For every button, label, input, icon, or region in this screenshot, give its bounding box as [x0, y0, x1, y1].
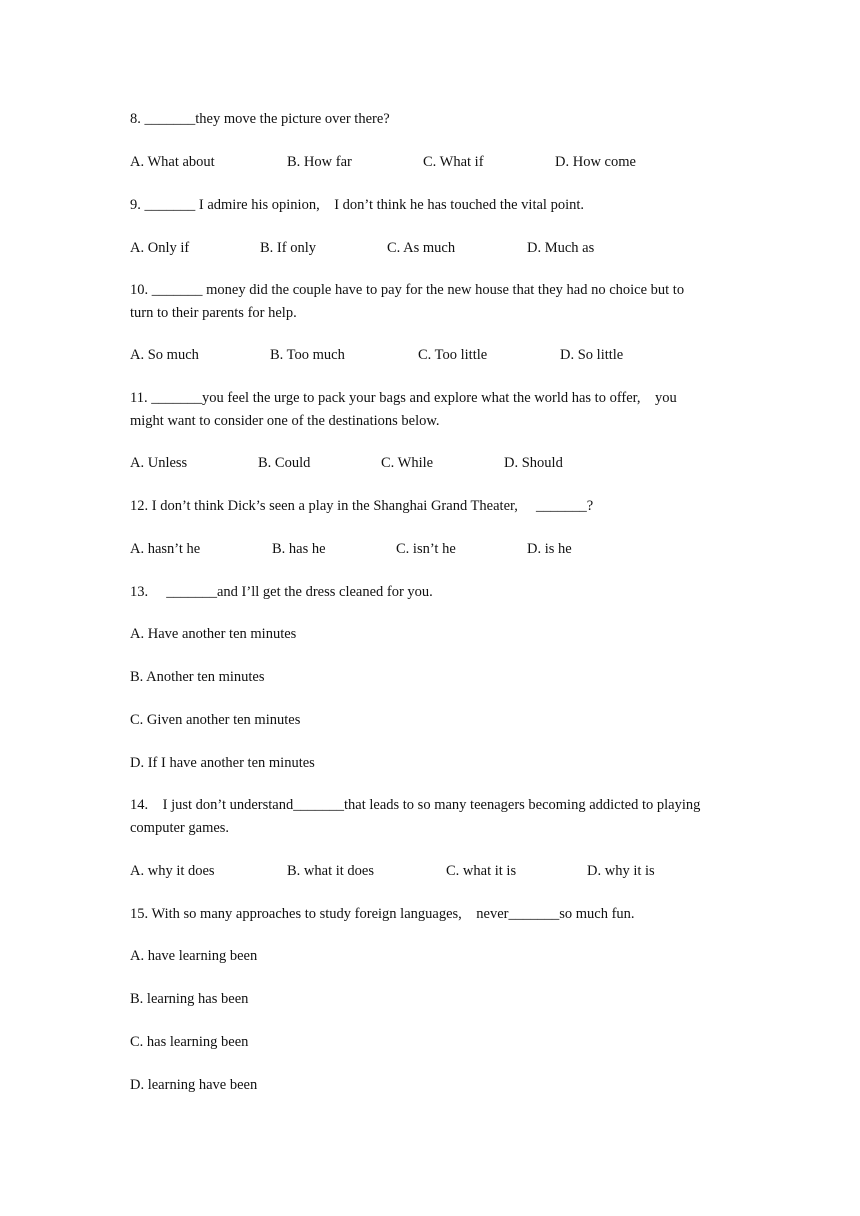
question-10-option-a: A. So much [130, 347, 199, 363]
question-11-option-c: C. While [381, 455, 434, 471]
question-13-stem: 13. _______and I’ll get the dress cleaned for you. [130, 584, 433, 600]
question-9-option-c: C. As much [387, 240, 456, 256]
question-15-option-a: A. have learning been [130, 948, 258, 964]
question-15-option-b: B. learning has been [130, 991, 249, 1007]
question-11-option-b: B. Could [258, 455, 311, 471]
question-9-option-b: B. If only [260, 240, 316, 256]
question-9-option-d: D. Much as [527, 240, 595, 256]
question-14-stem-line-2: computer games. [130, 820, 230, 836]
question-11-stem-line-2: might want to consider one of the destinations below. [130, 413, 440, 429]
question-9-stem: 9. _______ I admire his opinion, I don’t think he has touched the vital point. [130, 197, 585, 213]
question-8-option-a: A. What about [130, 154, 215, 170]
question-13-option-b: B. Another ten minutes [130, 669, 265, 685]
question-14-option-c: C. what it is [446, 863, 517, 879]
question-10-stem-line-1: 10. _______ money did the couple have to pay for the new house that they had no choice but to [130, 282, 685, 298]
question-14-option-b: B. what it does [287, 863, 374, 879]
question-12-stem: 12. I don’t think Dick’s seen a play in the Shanghai Grand Theater, _______? [130, 498, 594, 514]
question-15-option-c: C. has learning been [130, 1034, 249, 1050]
question-11-option-d: D. Should [504, 455, 563, 471]
question-11-option-a: A. Unless [130, 455, 188, 471]
question-10-option-d: D. So little [560, 347, 624, 363]
question-8-stem: 8. _______they move the picture over there? [130, 111, 390, 127]
question-14-option-a: A. why it does [130, 863, 215, 879]
question-8-option-d: D. How come [555, 154, 636, 170]
question-8-option-c: C. What if [423, 154, 484, 170]
question-13-option-a: A. Have another ten minutes [130, 626, 297, 642]
question-11-stem-line-1: 11. _______you feel the urge to pack your bags and explore what the world has to offer, you [130, 390, 677, 406]
question-12-option-b: B. has he [272, 541, 326, 557]
question-10-option-c: C. Too little [418, 347, 488, 363]
question-14-option-d: D. why it is [587, 863, 655, 879]
question-12-option-a: A. hasn’t he [130, 541, 201, 557]
question-12-option-d: D. is he [527, 541, 572, 557]
question-8-option-b: B. How far [287, 154, 352, 170]
question-12-option-c: C. isn’t he [396, 541, 456, 557]
question-14-stem-line-1: 14. I just don’t understand_______that leads to so many teenagers becoming addicted to playing [130, 797, 701, 813]
question-15-option-d: D. learning have been [130, 1077, 258, 1093]
question-13-option-d: D. If I have another ten minutes [130, 755, 315, 771]
question-10-stem-line-2: turn to their parents for help. [130, 305, 297, 321]
question-9-option-a: A. Only if [130, 240, 190, 256]
question-10-option-b: B. Too much [270, 347, 345, 363]
question-15-stem: 15. With so many approaches to study foreign languages, never_______so much fun. [130, 906, 635, 922]
question-13-option-c: C. Given another ten minutes [130, 712, 301, 728]
